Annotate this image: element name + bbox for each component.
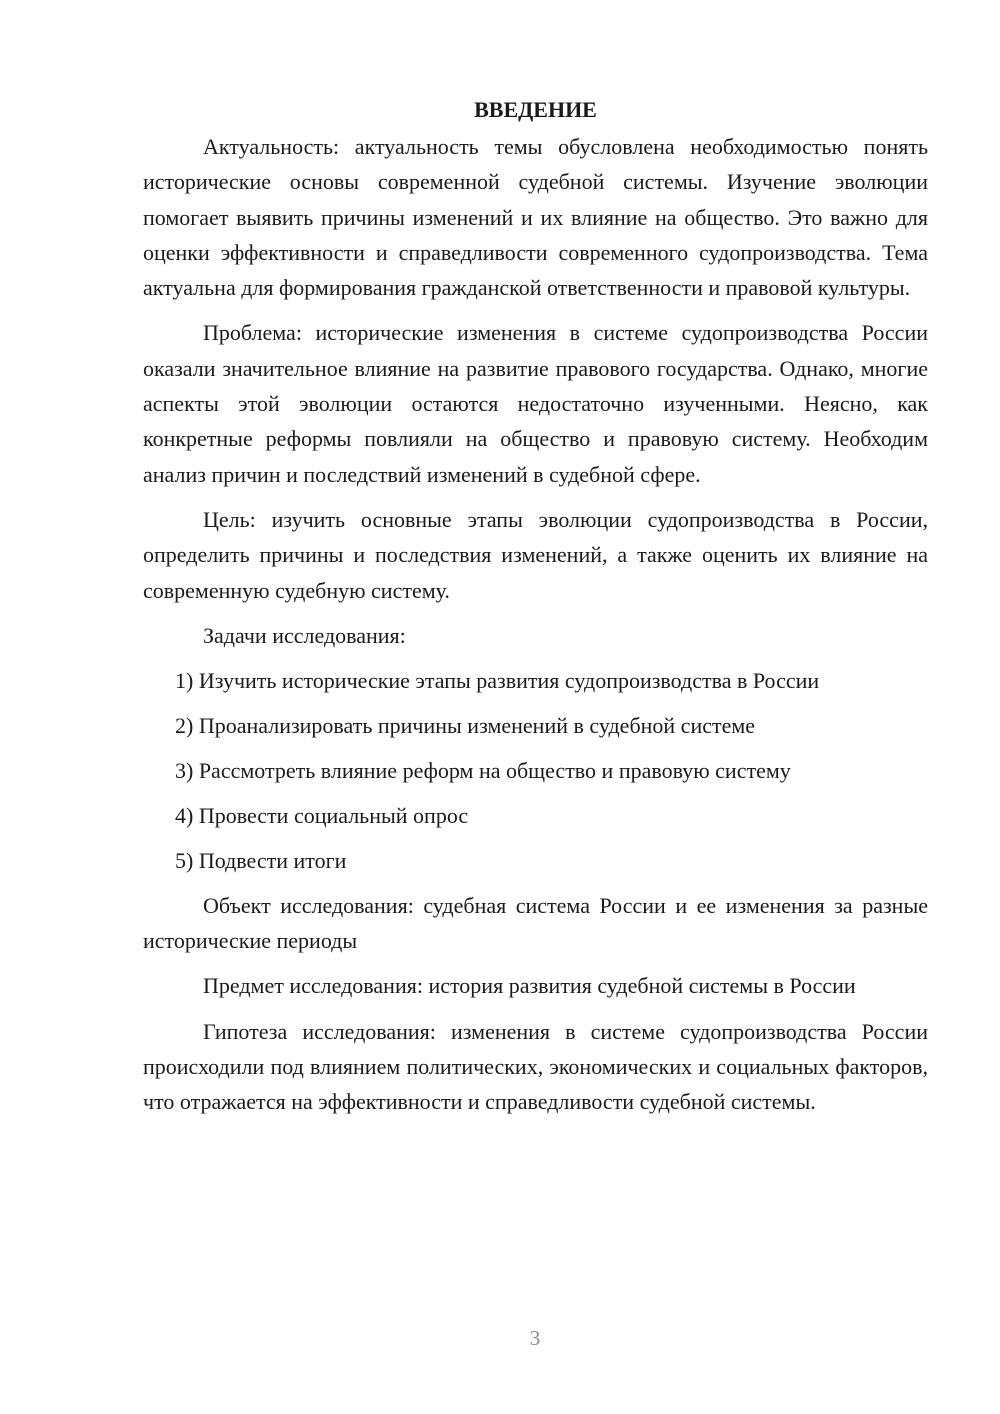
paragraph-problem: Проблема: исторические изменения в системе судопроизводства России оказали значительное влияние на развитие правового государства. Однако, многие аспекты этой эволюции остаются недостаточно изученными. Неясно, как конкретные реформы повлияли на общество и правовую систему. Необходим анализ причин и последствий изменений в судебной сфере. xyxy=(143,320,928,487)
tasks-list xyxy=(143,663,928,878)
list-item: 1) Изучить исторические этапы развития судопроизводства в России xyxy=(175,667,820,693)
page-number: 3 xyxy=(529,1326,541,1350)
page-title: ВВЕДЕНИЕ xyxy=(474,97,597,122)
paragraph-relevance: Актуальность: актуальность темы обусловлена необходимостью понять исторические основы современной судебной системы. Изучение эволюции помогает выявить причины изменений и их влияние на общество. Это важно для оценки эффективности и справедливости современного судопроизводства. Тема актуальна для формирования гражданской ответственности и правовой культуры. xyxy=(143,134,928,301)
paragraph-object: Объект исследования: судебная система России и ее изменения за разные исторические периоды xyxy=(143,892,928,954)
paragraph-hypothesis: Гипотеза исследования: изменения в системе судопроизводства России происходили под влиянием политических, экономических и социальных факторов, что отражается на эффективности и справедливости судебной системы. xyxy=(143,1018,928,1115)
list-item: 4) Провести социальный опрос xyxy=(175,802,469,828)
document-page xyxy=(143,92,928,1130)
list-item: 5) Подвести итоги xyxy=(175,847,347,873)
tasks-heading: Задачи исследования: xyxy=(203,622,406,648)
list-item: 3) Рассмотреть влияние реформ на общество и правовую систему xyxy=(175,757,791,783)
paragraph-subject: Предмет исследования: история развития судебной системы в России xyxy=(203,973,856,999)
list-item: 2) Проанализировать причины изменений в судебной системе xyxy=(175,712,756,738)
paragraph-goal: Цель: изучить основные этапы эволюции судопроизводства в России, определить причины и последствия изменений, а также оценить их влияние на современную судебную систему. xyxy=(143,506,928,603)
